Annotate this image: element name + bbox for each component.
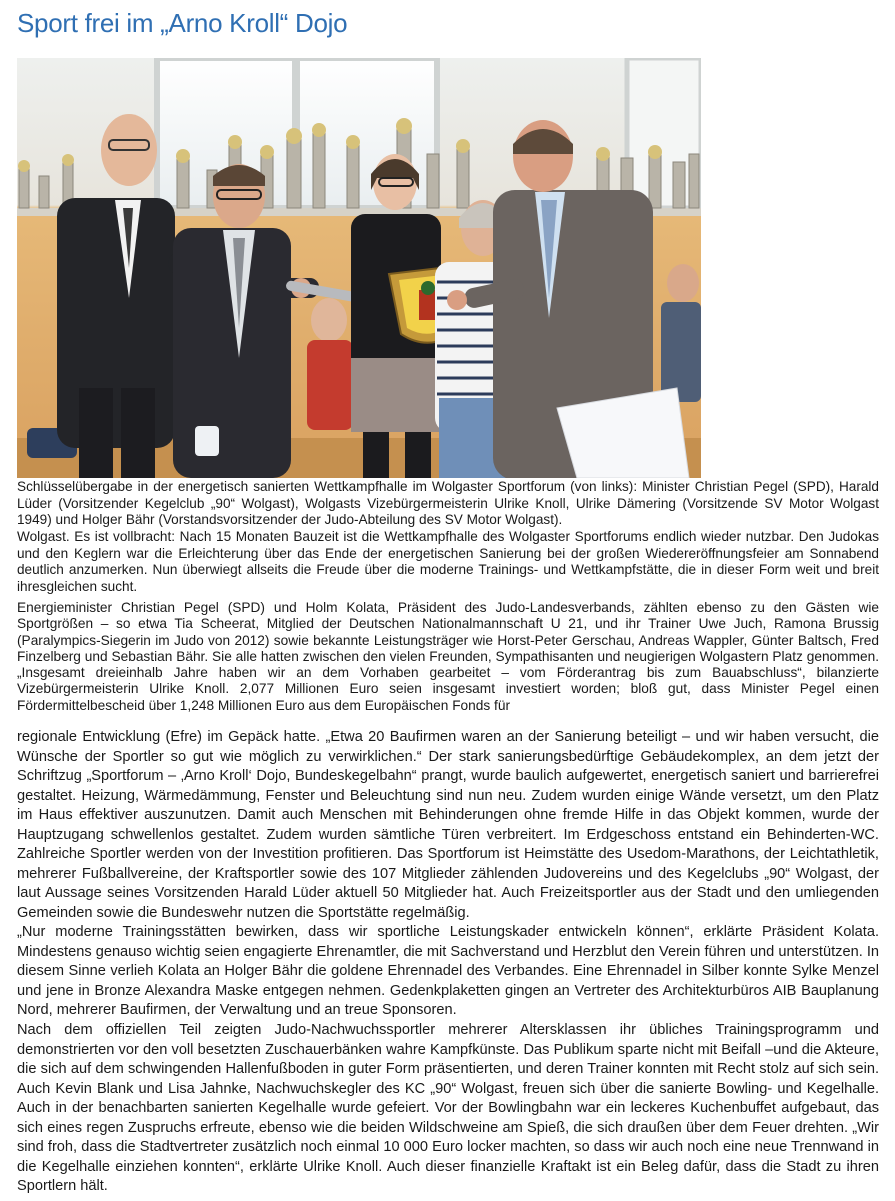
article-photo (17, 58, 701, 478)
article-paragraph-4: „Nur moderne Trainingsstätten bewirken, dass wir sportliche Leistungskader entwickeln können“, erklärte Präsident Kolata. Mindestens genauso wichtig seien engagierte Ehrenamtler, die mit Sachverstand und Herzblut den Verein führen und unterstützen. In diesem Sinne verlieh Kolata an Holger Bähr die goldene Ehrennadel des Verbandes. Eine Ehrennadel in Silber konnte Sylke Menzel und jene in Bronze Alexandra Maske entgegen nehmen. Gedenkplaketten gingen an Vertreter des Architekturbüros AIB Bauplanung Nord, mehrerer Baufirmen, der Verwaltung und an treue Sponsoren. (17, 924, 879, 1018)
photo-key-handover-illustration (17, 58, 701, 478)
article-paragraph-2: Energieminister Christian Pegel (SPD) und Holm Kolata, Präsident des Judo-Landesverbands, zählten ebenso zu den Gästen wie Sportgrößen – so etwa Tia Scheerat, Mitglied der Deutschen Nationalmannschaft U 21, und ihr Trainer Uwe Juch, Ramona Brussig (Paralympics-Siegerin im Judo von 2012) sowie bekannte Leistungsträger wie Horst-Peter Gerschau, Andreas Wappler, Günter Baltsch, Fred Finzelberg und Sebastian Bähr. Sie alle hatten zwischen den vielen Freunden, Sympathisanten und neugierigen Wolgastern Platz genommen. „Insgesamt dreieinhalb Jahre haben wir an dem Vorhaben gearbeitet – vom Förderantrag bis zum Bauabschluss“, bilanzierte Vizebürgermeisterin Ulrike Knoll. 2,077 Millionen Euro seien insgesamt investiert worden; bloß gut, dass Minister Pegel einen Fördermittelbescheid über 1,248 Millionen Euro aus dem Europäischen Fonds für (17, 600, 879, 713)
article-headline: Sport frei im „Arno Kroll“ Dojo (17, 8, 348, 38)
photo-caption: Schlüsselübergabe in der energetisch sanierten Wettkampfhalle im Wolgaster Sportforum (von links): Minister Christian Pegel (SPD), Harald Lüder (Vorsitzender Kegelclub „90“ Wolgast), Wolgasts Vizebürgermeisterin Ulrike Knoll, Ulrike Dämering (Vorsitzende SV Motor Wolgast 1949) und Holger Bähr (Vorstandsvorsitzender der Judo-Abteilung des SV Motor Wolgast). (17, 479, 879, 528)
article-paragraph-5: Nach dem offiziellen Teil zeigten Judo-Nachwuchssportler mehrerer Altersklassen ihr übliches Trainingsprogramm und demonstrierten vor den voll besetzten Zuschauerbänken wahre Kampfkünste. Das Publikum sparte nicht mit Beifall –und die Akteure, die sich auf dem schwingenden Hallenfußboden in guter Form präsentierten, und deren Trainer konnten mit Recht stolz auf sich sein. Auch Kevin Blank und Lisa Jahnke, Nachwuchskegler des KC „90“ Wolgast, freuen sich über die sanierte Bowling- und Kegelhalle. Auch in der benachbarten sanierten Kegelhalle wurde gefeiert. Vor der Bowlingbahn war ein leckeres Kuchenbuffet aufgebaut, das sich eines regen Zuspruchs erfreute, ebenso wie die beiden Wildschweine am Spieß, die sich draußen über dem Feuer drehten. „Wir sind froh, dass die Stadtvertreter zusätzlich noch einmal 10 000 Euro locker machten, so dass wir auch noch eine neue Trennwand in die Kegelhalle einziehen konnten“, erklärte Ulrike Knoll. Auch dieser finanzielle Kraftakt ist ein Beleg dafür, dass die Stadt zu ihren Sportlern hält. (17, 1022, 879, 1194)
article-paragraph-1: Wolgast. Es ist vollbracht: Nach 15 Monaten Bauzeit ist die Wettkampfhalle des Wolgaster Sportforums endlich wieder nutzbar. Den Judokas und den Keglern war die Erleichterung über das Ende der energetischen Sanierung bei der großen Wiedereröffnungsfeier am Sonnabend deutlich anzumerken. Nun überwiegt allseits die Freude über die moderne Trainings- und Wettkampfstätte, die in dieser Form weit und breit ihresgleichen sucht. (17, 529, 879, 594)
article-paragraph-3: regionale Entwicklung (Efre) im Gepäck hatte. „Etwa 20 Baufirmen waren an der Sanierung beteiligt – und wir haben versucht, die Wünsche der Sportler so gut wie möglich zu verwirklichen.“ Der stark sanierungsbedürftige Gebäudekomplex, an dem jetzt der Schriftzug „Sportforum – ‚Arno Kroll‘ Dojo, Bundeskegelbahn“ prangt, wurde baulich aufgewertet, energetisch saniert und barrierefrei gestaltet. Heizung, Wärmedämmung, Fenster und Beleuchtung sind nun neu. Zudem wurden einige Wände versetzt, um den Platz im Haus effektiver auszunutzen. Damit auch Menschen mit Behinderungen ohne fremde Hilfe in das Objekt kommen, wurde der Hauptzugang schwellenlos gestaltet. Zudem wurden sämtliche Türen verbreitert. Im Erdgeschoss entstand ein Behinderten-WC. Zahlreiche Sportler werden von der Investition profitieren. Das Sportforum ist Heimstätte des Usedom-Marathons, der Leichtathletik, mehrerer Fußballvereine, der Kraftsportler sowie des 107 Mitglieder zählenden Judovereins und des Kegelclubs „90“ Wolgast, der laut Aussage seines Vorsitzenden Harald Lüder aktuell 50 Mitglieder hat. Auch Freizeitsportler aus der Stadt und den umliegenden Gemeinden sowie die Bundeswehr nutzen die Sportstätte regelmäßig. (17, 729, 879, 921)
